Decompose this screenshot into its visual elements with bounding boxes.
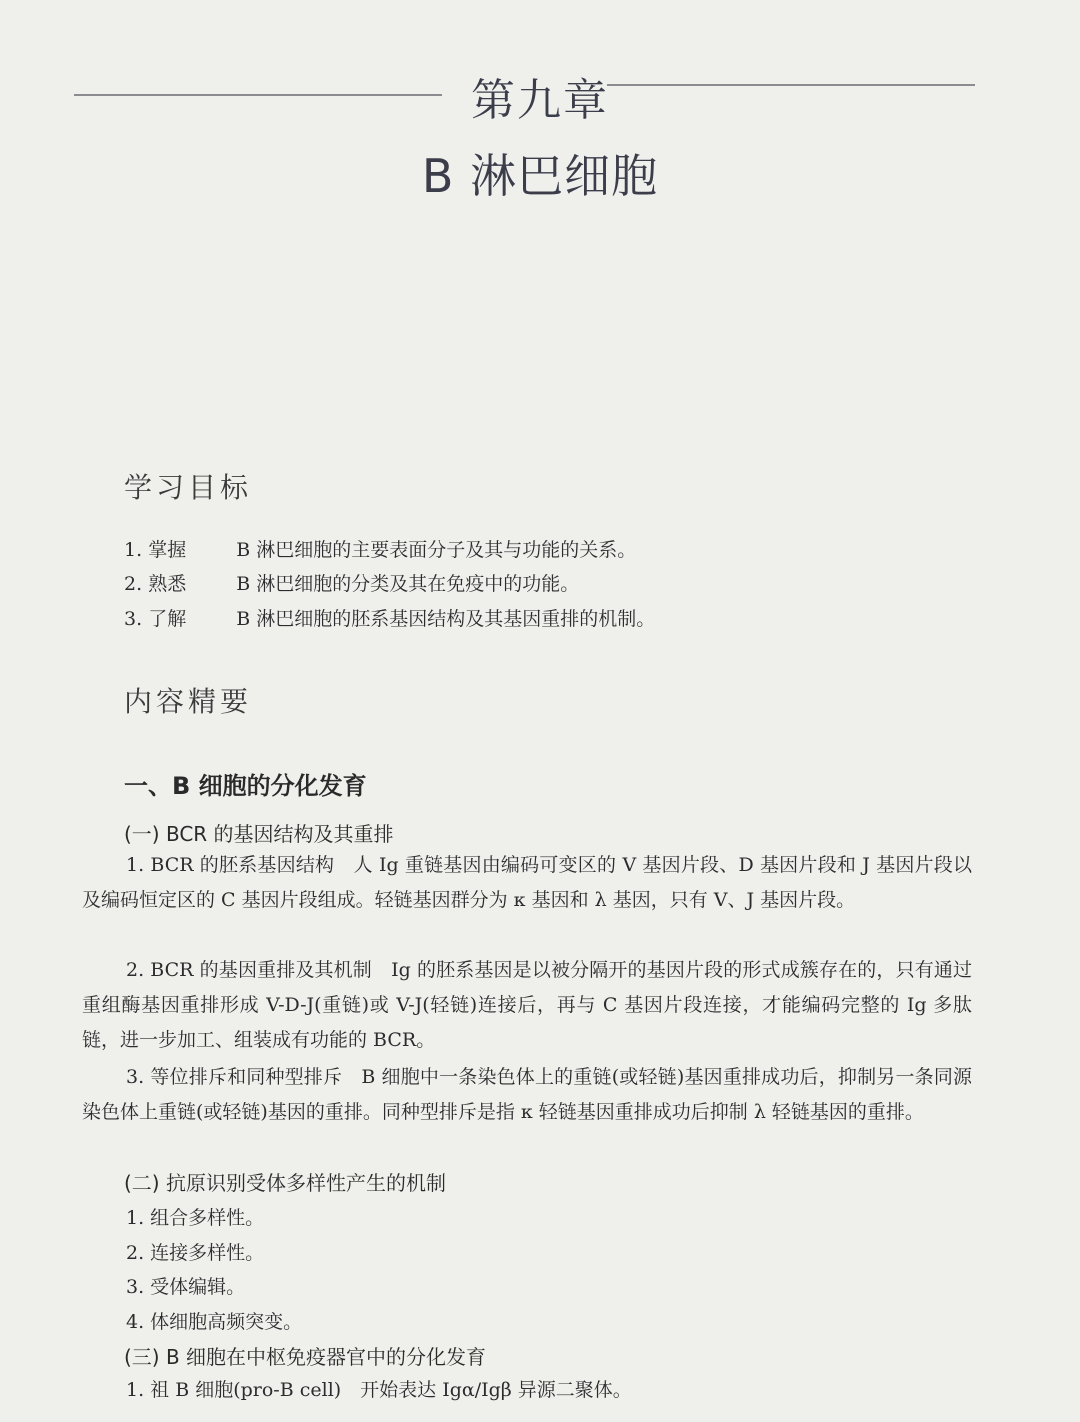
objective-item: 1. 掌握 B 淋巴细胞的主要表面分子及其与功能的关系。 (124, 539, 637, 561)
paragraph: 3. 等位排斥和同种型排斥 B 细胞中一条染色体上的重链(或轻链)基因重排成功后，抑制另一条同源染色体上重链(或轻链)基因的重排。同种型排斥是指 κ 轻链基因重排成功后抑制 λ 轻链基因的重排。 (82, 1066, 972, 1123)
subsection-title: (三) B 细胞在中枢免疫器官中的分化发育 (124, 1345, 487, 1369)
objective-item: 2. 熟悉 B 淋巴细胞的分类及其在免疫中的功能。 (124, 573, 580, 595)
summary-heading: 内容精要 (124, 685, 253, 718)
objective-item: 3. 了解 B 淋巴细胞的胚系基因结构及其基因重排的机制。 (124, 608, 656, 630)
paragraph: 1. BCR 的胚系基因结构 人 Ig 重链基因由编码可变区的 V 基因片段、D 基因片段和 J 基因片段以及编码恒定区的 C 基因片段组成。轻链基因群分为 κ 基因和 λ 基因，只有 V、J 基因片段。 (82, 854, 972, 911)
objectives-heading: 学习目标 (124, 471, 253, 504)
section-title: 一、B 细胞的分化发育 (124, 772, 367, 800)
chapter-number: 第九章 (471, 75, 609, 126)
subsection-title: (一) BCR 的基因结构及其重排 (124, 822, 394, 846)
list-item: 3. 受体编辑。 (126, 1276, 246, 1298)
list-item: 1. 祖 B 细胞(pro-B cell) 开始表达 Igα/Igβ 异源二聚体。 (126, 1379, 632, 1401)
subsection-title: (二) 抗原识别受体多样性产生的机制 (124, 1171, 446, 1195)
list-item: 2. 连接多样性。 (126, 1242, 265, 1264)
list-item: 4. 体细胞高频突变。 (126, 1311, 303, 1333)
paragraph: 2. BCR 的基因重排及其机制 Ig 的胚系基因是以被分隔开的基因片段的形式成簇存在的，只有通过重组酶基因重排形成 V-D-J(重链)或 V-J(轻链)连接后，再与 C 基因片段连接，才能编码完整的 Ig 多肽链，进一步加工、组装成有功能的 BCR。 (82, 959, 972, 1051)
list-item: 1. 组合多样性。 (126, 1207, 265, 1229)
chapter-title: B 淋巴细胞 (421, 149, 659, 203)
